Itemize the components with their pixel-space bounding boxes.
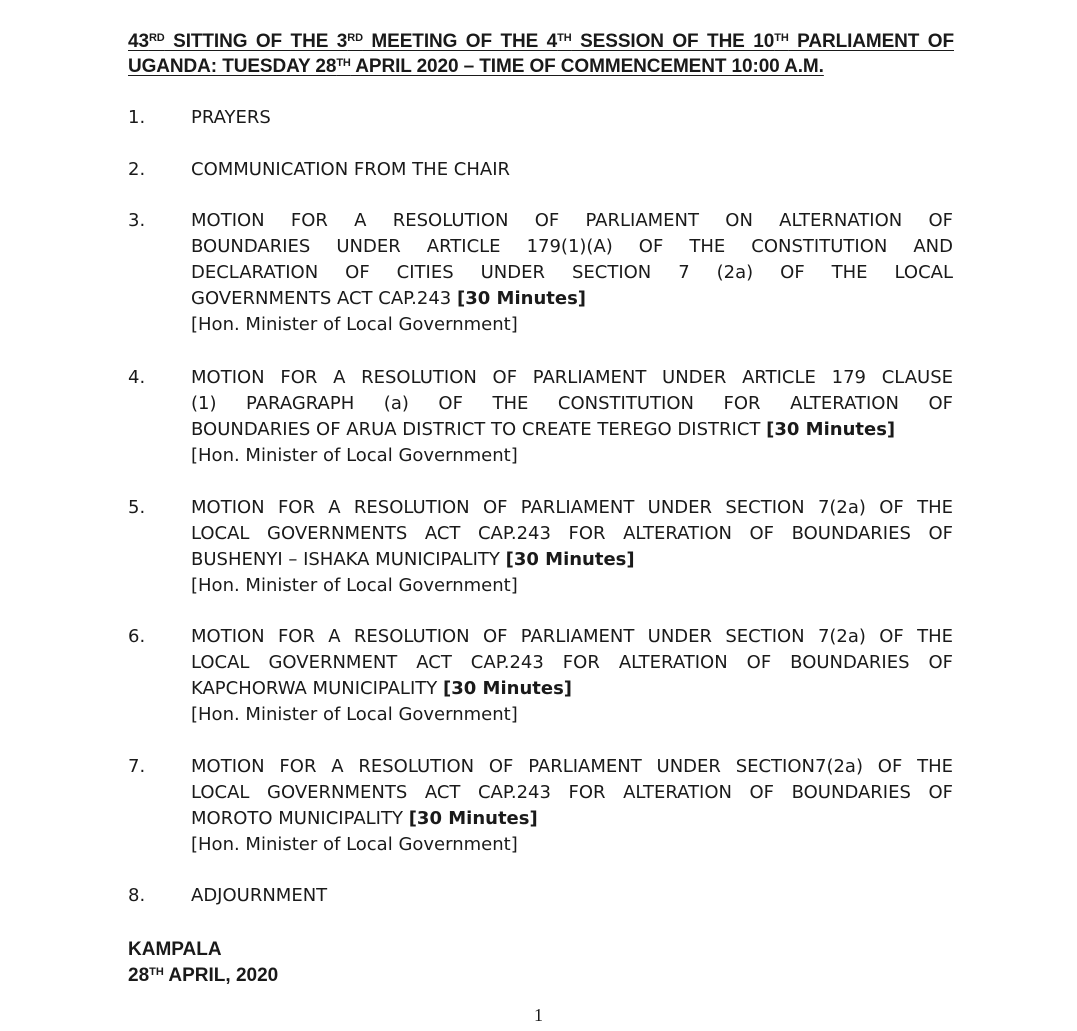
agenda-item-number: 1. [128,107,146,128]
duration-label: [30 Minutes] [443,678,573,699]
duration-label: [30 Minutes] [408,808,538,829]
duration-label: [30 Minutes] [766,419,896,440]
agenda-item-number: 2. [128,159,146,180]
agenda-item-text: MOTION FOR A RESOLUTION OF PARLIAMENT UNDER ARTICLE 179 CLAUSE (1) PARAGRAPH (a) OF THE CONSTITUTION FOR ALTERATION OF BOUNDARIES OF ARUA DISTRICT TO CREATE TEREGO DISTRICT [30 Minutes] [Hon. Minister of Local Government] [191,365,953,469]
duration-label: [30 Minutes] [505,549,635,570]
page-number: 1 [534,1005,543,1025]
agenda-item-number: 6. [128,626,146,647]
presenter-label: [Hon. Minister of Local Government] [191,575,518,596]
agenda-item-text: MOTION FOR A RESOLUTION OF PARLIAMENT UNDER SECTION 7(2a) OF THE LOCAL GOVERNMENT ACT CAP.243 FOR ALTERATION OF BOUNDARIES OF KAPCHORWA MUNICIPALITY [30 Minutes] [Hon. Minister of Local Government] [191,624,953,728]
place-label: KAMPALA [128,939,222,960]
presenter-label: [Hon. Minister of Local Government] [191,314,518,335]
sitting-title-line-1: 43RD SITTING OF THE 3RD MEETING OF THE 4TH SESSION OF THE 10TH PARLIAMENT OF [128,31,954,52]
agenda-item-number: 8. [128,885,146,906]
presenter-label: [Hon. Minister of Local Government] [191,704,518,725]
agenda-item-text: ADJOURNMENT [191,885,328,906]
agenda-item-text: MOTION FOR A RESOLUTION OF PARLIAMENT ON ALTERNATION OF BOUNDARIES UNDER ARTICLE 179(1)(A) OF THE CONSTITUTION AND DECLARATION OF CITIES UNDER SECTION 7 (2a) OF THE LOCAL GOVERNMENTS ACT CAP.243 [30 Minutes] [Hon. Minister of Local Government] [191,208,953,338]
agenda-item-text: MOTION FOR A RESOLUTION OF PARLIAMENT UNDER SECTION7(2a) OF THE LOCAL GOVERNMENTS ACT CAP.243 FOR ALTERATION OF BOUNDARIES OF MOROTO MUNICIPALITY [30 Minutes] [Hon. Minister of Local Government] [191,754,953,858]
agenda-item-number: 3. [128,210,146,231]
date-label: 28TH APRIL, 2020 [128,965,279,986]
duration-label: [30 Minutes] [457,288,587,309]
agenda-item-number: 5. [128,497,146,518]
presenter-label: [Hon. Minister of Local Government] [191,445,518,466]
place-and-date [128,937,278,989]
agenda-item-number: 7. [128,756,146,777]
sitting-title-line-2: UGANDA: TUESDAY 28TH APRIL 2020 – TIME OF COMMENCEMENT 10:00 A.M. [128,56,824,77]
agenda-item-text: MOTION FOR A RESOLUTION OF PARLIAMENT UNDER SECTION 7(2a) OF THE LOCAL GOVERNMENTS ACT CAP.243 FOR ALTERATION OF BOUNDARIES OF BUSHENYI – ISHAKA MUNICIPALITY [30 Minutes] [Hon. Minister of Local Government] [191,495,953,599]
sitting-title [128,29,954,79]
presenter-label: [Hon. Minister of Local Government] [191,834,518,855]
agenda-item-text: COMMUNICATION FROM THE CHAIR [191,159,511,180]
agenda-item-text: PRAYERS [191,107,271,128]
agenda-item-number: 4. [128,367,146,388]
